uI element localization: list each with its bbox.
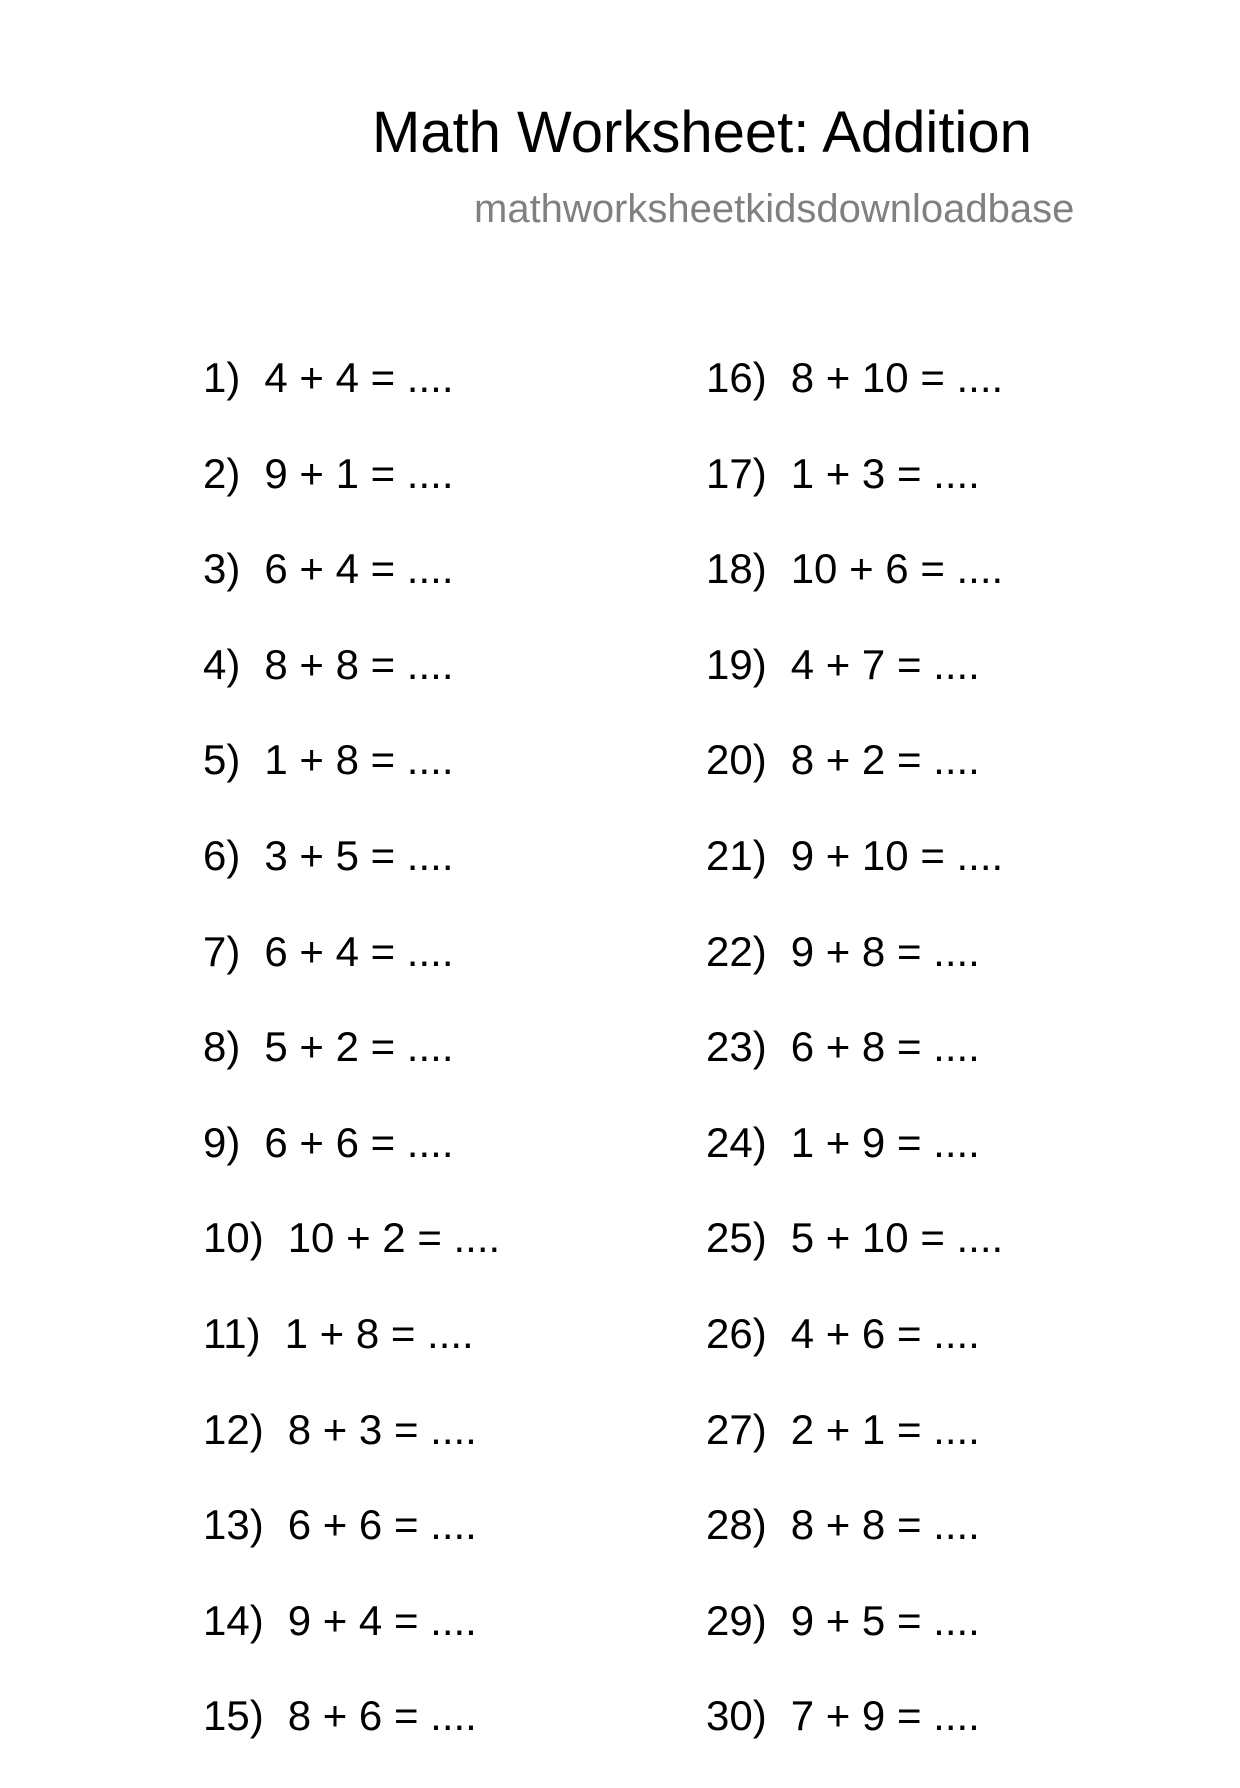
problem-item (203, 1119, 500, 1215)
problem-item (203, 1597, 500, 1693)
problem-expression: 8 + 8 = .... (790, 1501, 980, 1549)
problems-column-right (706, 354, 1003, 1788)
problem-number: 14) (203, 1596, 264, 1644)
problem-expression: 8 + 10 = .... (790, 354, 1004, 401)
problem-number: 28) (706, 1501, 767, 1549)
problem-item (706, 545, 1003, 641)
problem-expression: 6 + 4 = .... (264, 545, 454, 593)
problem-item (203, 354, 500, 450)
problem-number: 15) (203, 1692, 264, 1740)
problem-item (203, 832, 500, 928)
problem-expression: 1 + 9 = .... (790, 1118, 980, 1166)
problem-number: 22) (706, 927, 767, 975)
problem-expression: 5 + 2 = .... (264, 1023, 454, 1071)
problem-number: 1) (203, 354, 241, 401)
problem-number: 27) (706, 1405, 767, 1453)
problem-number: 5) (203, 736, 241, 784)
problem-number: 29) (706, 1596, 767, 1644)
problem-number: 3) (203, 545, 241, 593)
problem-item (706, 928, 1003, 1024)
problem-number: 23) (706, 1023, 767, 1071)
problem-item (706, 1501, 1003, 1597)
problem-number: 7) (203, 927, 241, 975)
problem-item (203, 1310, 500, 1406)
problem-item (203, 1406, 500, 1502)
worksheet-title: Math Worksheet: Addition (372, 100, 1032, 165)
problem-number: 19) (706, 640, 767, 688)
problem-number: 13) (203, 1501, 264, 1549)
problem-item (203, 1692, 500, 1788)
problem-expression: 8 + 3 = .... (287, 1405, 477, 1453)
problem-expression: 4 + 7 = .... (790, 640, 980, 688)
worksheet-source: mathworksheetkidsdownloadbase (474, 187, 1075, 231)
problems-column-left (203, 354, 500, 1788)
problem-number: 12) (203, 1405, 264, 1453)
problem-item (706, 736, 1003, 832)
problem-number: 4) (203, 640, 241, 688)
problem-expression: 6 + 6 = .... (264, 1118, 454, 1166)
problem-expression: 8 + 8 = .... (264, 640, 454, 688)
problem-item (706, 450, 1003, 546)
problem-number: 9) (203, 1118, 241, 1166)
problem-expression: 10 + 6 = .... (790, 545, 1004, 593)
problem-item (706, 354, 1003, 450)
problem-expression: 6 + 8 = .... (790, 1023, 980, 1071)
problem-expression: 10 + 2 = .... (287, 1214, 501, 1262)
problem-number: 17) (706, 449, 767, 497)
problem-item (706, 1597, 1003, 1693)
problem-expression: 9 + 1 = .... (264, 449, 454, 497)
problem-number: 26) (706, 1309, 767, 1357)
problem-number: 20) (706, 736, 767, 784)
problem-expression: 9 + 8 = .... (790, 927, 980, 975)
problem-expression: 5 + 10 = .... (790, 1214, 1004, 1262)
problem-number: 25) (706, 1214, 767, 1262)
problem-number: 24) (706, 1118, 767, 1166)
problem-item (203, 928, 500, 1024)
problem-item (203, 641, 500, 737)
problem-item (203, 450, 500, 546)
problem-number: 18) (706, 545, 767, 593)
problem-number: 2) (203, 449, 241, 497)
problem-expression: 8 + 6 = .... (287, 1692, 477, 1740)
problem-expression: 9 + 4 = .... (287, 1596, 477, 1644)
problem-expression: 3 + 5 = .... (264, 831, 454, 879)
problem-item (706, 832, 1003, 928)
problem-expression: 6 + 6 = .... (287, 1501, 477, 1549)
problem-expression: 8 + 2 = .... (790, 736, 980, 784)
problem-expression: 1 + 8 = .... (284, 1309, 474, 1357)
problem-item (706, 1214, 1003, 1310)
problem-expression: 1 + 3 = .... (790, 449, 980, 497)
problem-number: 11) (203, 1309, 261, 1357)
problem-expression: 1 + 8 = .... (264, 736, 454, 784)
problem-expression: 4 + 6 = .... (790, 1309, 980, 1357)
problem-expression: 7 + 9 = .... (790, 1692, 980, 1740)
problem-expression: 9 + 5 = .... (790, 1596, 980, 1644)
problem-item (203, 1501, 500, 1597)
problem-number: 21) (706, 831, 767, 879)
problem-number: 16) (706, 354, 767, 401)
problem-item (203, 1214, 500, 1310)
problem-number: 6) (203, 831, 241, 879)
problem-item (706, 1692, 1003, 1788)
problem-item (203, 1023, 500, 1119)
problem-expression: 6 + 4 = .... (264, 927, 454, 975)
problem-item (706, 641, 1003, 737)
problem-item (203, 736, 500, 832)
problem-number: 10) (203, 1214, 264, 1262)
problem-expression: 4 + 4 = .... (264, 354, 454, 401)
problem-item (706, 1023, 1003, 1119)
problem-item (706, 1406, 1003, 1502)
problem-item (706, 1310, 1003, 1406)
problem-number: 8) (203, 1023, 241, 1071)
problem-number: 30) (706, 1692, 767, 1740)
problem-item (706, 1119, 1003, 1215)
problem-item (203, 545, 500, 641)
problem-expression: 2 + 1 = .... (790, 1405, 980, 1453)
problem-expression: 9 + 10 = .... (790, 831, 1004, 879)
